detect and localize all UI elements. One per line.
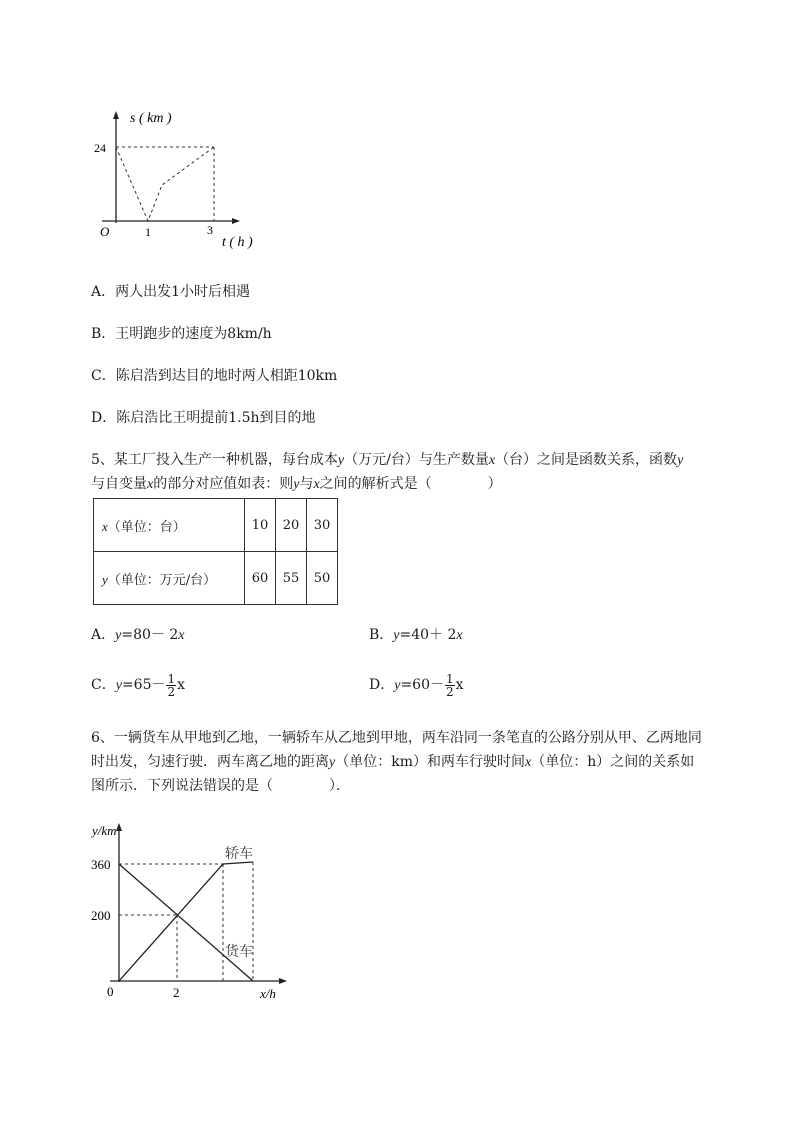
- q6-stem-text: （单位：h）之间的关系如: [531, 754, 695, 770]
- q5-stem-line-2: [91, 474, 502, 495]
- option-letter: B．: [91, 326, 116, 342]
- table-row: [94, 552, 338, 605]
- unit-label: （单位：台）: [107, 519, 186, 535]
- graph2-y-label: y/km: [92, 823, 117, 838]
- var-y: y: [102, 571, 108, 587]
- q5-option-b[interactable]: [369, 625, 463, 646]
- graph2-x-tick-2: 2: [173, 985, 180, 1000]
- q5-stem-text: （万元/台）与生产数量: [344, 452, 489, 468]
- distance-time-graph-2: [88, 815, 308, 1015]
- fraction: [445, 673, 455, 698]
- var-y: y: [393, 628, 400, 643]
- var-x: x: [177, 677, 186, 693]
- option-letter: B．: [369, 627, 394, 643]
- table-cell: 30: [307, 499, 338, 552]
- q5-stem-text: 5、某工厂投入生产一种机器，每台成本: [91, 452, 338, 468]
- option-expression: =60－: [400, 677, 444, 693]
- graph2-y-tick-360: 360: [91, 857, 111, 872]
- var-y: y: [394, 678, 401, 693]
- table-header-y: [94, 552, 245, 605]
- table-cell: 50: [307, 552, 338, 605]
- q5-stem-text: 之间的解析式是（ ）: [319, 476, 502, 492]
- var-y: y: [115, 678, 122, 693]
- q5-stem-text: 与自变量: [91, 476, 147, 492]
- q6-stem-line-2: [91, 752, 694, 773]
- graph2-y-tick-200: 200: [91, 908, 111, 923]
- table-cell: 20: [276, 499, 307, 552]
- q4-option-c[interactable]: [91, 366, 337, 386]
- q6-stem-text: （单位：km）和两车行驶时间: [335, 754, 525, 770]
- graph1-x-tick-3: 3: [207, 223, 213, 237]
- q4-option-d[interactable]: [91, 408, 316, 428]
- graph2-car-label: 轿车: [225, 847, 253, 862]
- graph1-y-arrow: [113, 111, 119, 119]
- q5-option-c[interactable]: [91, 670, 185, 701]
- var-x: x: [488, 453, 496, 468]
- option-text: 陈启浩到达目的地时两人相距10km: [115, 368, 338, 384]
- option-letter: D．: [91, 410, 117, 426]
- var-x: x: [313, 477, 320, 492]
- graph1-x-label: t ( h ): [222, 235, 253, 250]
- q4-option-b[interactable]: [91, 324, 272, 344]
- var-x: x: [524, 755, 532, 770]
- option-expression: =40＋ 2: [399, 627, 457, 643]
- q5-value-table: [93, 498, 338, 605]
- var-y: y: [329, 755, 336, 770]
- table-header-x: [94, 499, 245, 552]
- graph2-x-label: x/h: [260, 986, 276, 1001]
- table-cell: 55: [276, 552, 307, 605]
- var-y: y: [337, 453, 345, 468]
- var-x: x: [455, 677, 464, 693]
- option-text: 两人出发1小时后相遇: [115, 284, 251, 300]
- table-cell: 60: [245, 552, 276, 605]
- q5-stem-text: 的部分对应值如表：则: [153, 476, 294, 492]
- graph1-origin: O: [100, 224, 110, 239]
- q4-option-a[interactable]: [91, 282, 250, 302]
- q5-stem-line-1: [91, 450, 683, 471]
- graph2-truck-label: 货车: [225, 945, 253, 960]
- q5-option-a[interactable]: [91, 625, 184, 646]
- q6-stem-line-3: 图所示．下列说法错误的是（ ）．: [91, 778, 350, 794]
- graph1-y-tick: 24: [94, 141, 106, 155]
- q6-stem-text: 时出发，匀速行驶．两车离乙地的距离: [91, 754, 329, 770]
- fraction-denominator: 2: [446, 684, 454, 699]
- graph2-truck-line: [119, 864, 253, 981]
- fraction-denominator: 2: [167, 684, 176, 699]
- graph2-x-arrow: [279, 978, 287, 984]
- q5-stem-text: 与: [299, 476, 314, 492]
- table-cell: 10: [245, 499, 276, 552]
- var-y: y: [293, 477, 300, 492]
- table-row: [94, 499, 338, 552]
- fraction-numerator: 1: [446, 671, 454, 686]
- option-letter: A．: [91, 627, 116, 643]
- option-letter: C．: [91, 368, 116, 384]
- graph2-y-arrow: [116, 823, 122, 831]
- var-x: x: [456, 628, 463, 643]
- option-letter: C．: [91, 677, 116, 693]
- var-y: y: [677, 453, 684, 468]
- graph1-y-label: s ( km ): [130, 111, 172, 126]
- var-x: x: [102, 518, 108, 534]
- var-y: y: [115, 628, 122, 643]
- graph2-origin: 0: [107, 984, 114, 999]
- var-x: x: [147, 477, 154, 492]
- graph1-dashed-path: [116, 147, 214, 221]
- graph1-x-tick-1: 1: [145, 225, 151, 239]
- unit-label: （单位：万元/台）: [107, 572, 217, 588]
- option-text: 陈启浩比王明提前1.5h到目的地: [116, 410, 316, 426]
- graph1-x-arrow: [232, 218, 240, 224]
- q6-stem-line-1: 6、一辆货车从甲地到乙地，一辆轿车从乙地到甲地，两车沿同一条笔直的公路分别从甲、乙两地同: [91, 730, 702, 746]
- option-expression: =65－: [121, 677, 166, 693]
- distance-time-graph-1: [90, 105, 270, 255]
- q5-option-d[interactable]: [369, 670, 464, 701]
- option-letter: A．: [91, 284, 116, 300]
- var-x: x: [178, 628, 185, 643]
- option-text: 王明跑步的速度为8km/h: [115, 326, 272, 342]
- fraction: [166, 673, 176, 698]
- q5-stem-text: （台）之间是函数关系，函数: [495, 452, 678, 468]
- option-letter: D．: [369, 677, 395, 693]
- fraction-numerator: 1: [167, 671, 176, 686]
- option-expression: =80－ 2: [121, 627, 179, 643]
